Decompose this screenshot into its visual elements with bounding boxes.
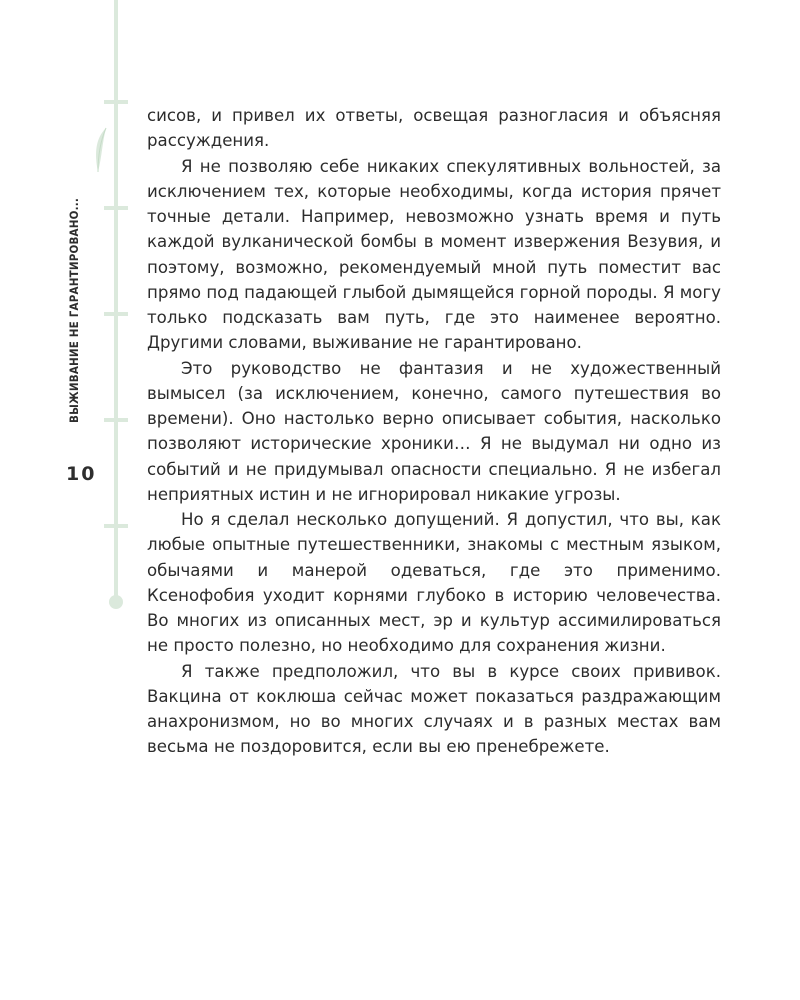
timeline-end-dot: [109, 595, 123, 609]
timeline-tick: [104, 206, 128, 210]
body-text: [147, 103, 721, 760]
timeline-tick: [104, 524, 128, 528]
paragraph: Я также предположил, что вы в курсе своих прививок. Вакцина от коклюша сейчас может показаться раздражающим анахронизмом, но во многих случаях и в разных местах вам весьма не поздоровится, если вы ею пренебрежете.: [147, 661, 721, 757]
timeline-line: [114, 0, 118, 600]
paragraph: Я не позволяю себе никаких спекулятивных вольностей, за исключением тех, которые необходимы, когда история прячет точные детали. Например, невозможно узнать время и путь каждой вулканической бомбы в момент извержения Везувия, и поэтому, возможно, рекомендуемый мной путь поместит вас прямо под падающей глыбой дымящейся горной породы. Я могу только подсказать вам путь, где это наименее вероятно. Другими словами, выживание не гарантировано.: [147, 156, 721, 353]
leaf-icon: [90, 126, 110, 174]
paragraph: Но я сделал несколько допущений. Я допустил, что вы, как любые опытные путешественники, знакомы с местным языком, обычаями и манерой одеваться, где это применимо. Ксенофобия уходит корнями глубоко в историю человечества. Во многих из описанных мест, эр и культур ассимилироваться не просто полезно, но необходимо для сохранения жизни.: [147, 510, 721, 656]
timeline-tick: [104, 100, 128, 104]
timeline-tick: [104, 312, 128, 316]
page-number: 10: [66, 463, 97, 485]
timeline-tick: [104, 418, 128, 422]
paragraph: Это руководство не фантазия и не художественный вымысел (за исключением, конечно, самого путешествия во времени). Оно настолько верно описывает события, насколько позволяют исторические хроники… Я не выдумал ни одно из событий и не придумывал опасности специально. Я не избегал неприятных истин и не игнорировал никакие угрозы.: [147, 358, 721, 504]
running-head: ВЫЖИВАНИЕ НЕ ГАРАНТИРОВАНО...: [67, 197, 81, 423]
paragraph: сисов, и привел их ответы, освещая разногласия и объясняя рассуждения.: [147, 106, 721, 151]
